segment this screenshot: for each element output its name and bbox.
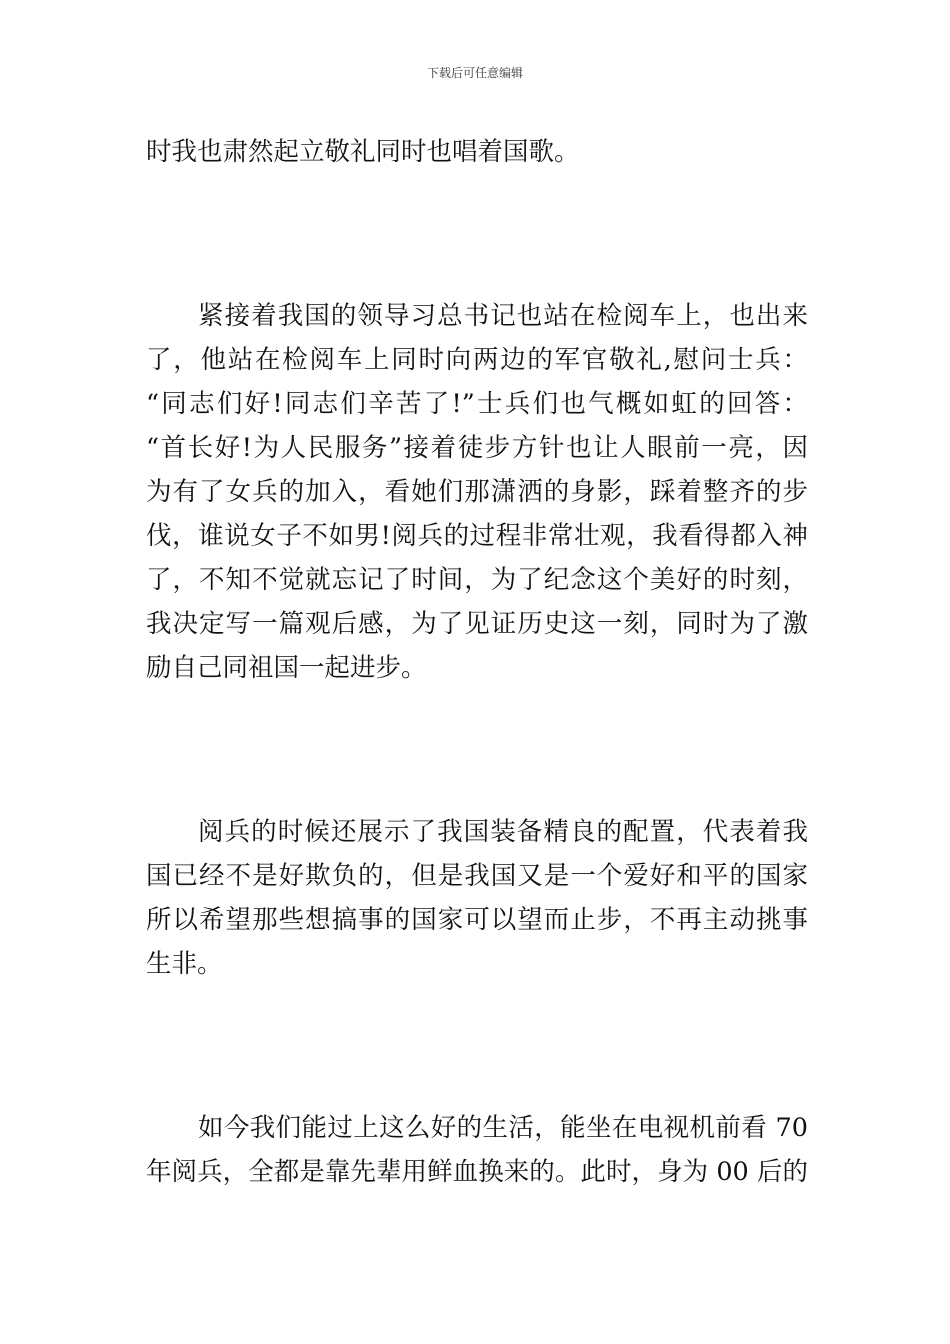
paragraph-3 [146,810,808,986]
paragraph-4 [146,1106,808,1194]
text-line: 生非。 [146,949,223,979]
paragraph-gap [146,690,808,810]
text-line: 国已经不是好欺负的，但是我国又是一个爱好和平的国家 [146,861,808,891]
text-line: 阅兵的时候还展示了我国装备精良的配置，代表着我 [198,817,808,847]
text-line: 为有了女兵的加入，看她们那潇洒的身影，踩着整齐的步 [146,477,808,507]
text-line: 伐，谁说女子不如男!阅兵的过程非常壮观，我看得都入神 [146,521,808,551]
page-header: 下载后可任意编辑 [426,66,523,80]
text-line: “同志们好!同志们辛苦了!”士兵们也气概如虹的回答： [146,389,808,419]
text-line: 年阅兵，全都是靠先辈用鲜血换来的。此时，身为 00 后的 [146,1157,808,1187]
text-line: 励自己同祖国一起进步。 [146,653,427,683]
text-line: 如今我们能过上这么好的生活，能坐在电视机前看 70 [198,1113,808,1143]
text-line: 了，他站在检阅车上同时向两边的军官敬礼,慰问士兵： [146,345,808,375]
text-line: 我决定写一篇观后感，为了见证历史这一刻，同时为了激 [146,609,808,639]
text-line: 时我也肃然起立敬礼同时也唱着国歌。 [146,137,580,167]
text-line: 所以希望那些想搞事的国家可以望而止步，不再主动挑事 [146,905,808,935]
paragraph-2 [146,294,808,690]
text-line: 紧接着我国的领导习总书记也站在检阅车上，也出来 [198,301,808,331]
paragraph-gap [146,174,808,294]
paragraph-gap [146,986,808,1106]
paragraph-1 [146,130,808,174]
document-body [146,130,808,1194]
text-line: “首长好!为人民服务”接着徒步方针也让人眼前一亮，因 [146,433,808,463]
text-line: 了，不知不觉就忘记了时间，为了纪念这个美好的时刻， [146,565,808,595]
